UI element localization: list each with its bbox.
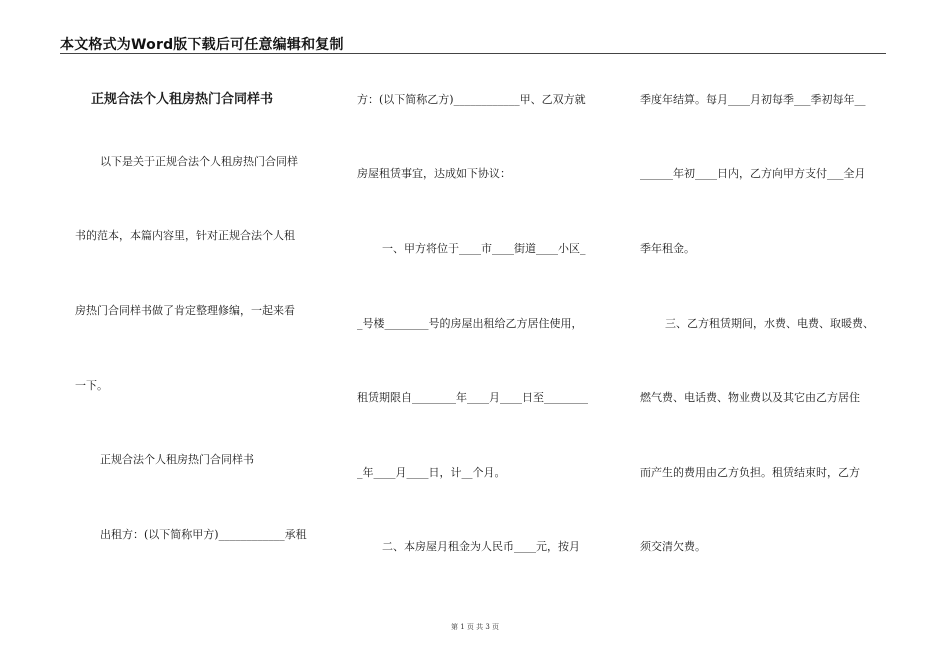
text-column-3 [640, 0, 890, 672]
body-text-line: ______年初____日内，乙方向甲方支付___全月 [640, 167, 866, 180]
body-text-line: 书的范本，本篇内容里，针对正规合法个人租 [75, 229, 295, 242]
body-text-line: _年____月____日，计__个月。 [357, 466, 506, 479]
body-text-line: 房热门合同样书做了肯定整理修编，一起来看 [75, 304, 295, 317]
document-header-banner: 本文格式为Word版下载后可任意编辑和复制 [60, 37, 344, 53]
body-text-line: 季度年结算。每月____月初每季___季初每年__ [640, 93, 866, 106]
body-text-line: 正规合法个人租房热门合同样书 [100, 453, 254, 466]
body-text-line: 燃气费、电话费、物业费以及其它由乙方居住 [640, 391, 860, 404]
body-text-line: 方：(以下简称乙方)____________甲、乙双方就 [357, 93, 586, 106]
document-title: 正规合法个人租房热门合同样书 [91, 92, 274, 107]
body-text-line: 一下。 [75, 379, 108, 392]
text-column-1 [75, 0, 325, 672]
body-text-line: 以下是关于正规合法个人租房热门合同样 [100, 155, 298, 168]
body-text-line: 房屋租赁事宜，达成如下协议： [357, 167, 511, 180]
body-text-line: 而产生的费用由乙方负担。租赁结束时，乙方 [640, 466, 860, 479]
text-column-2 [357, 0, 607, 672]
body-text-line: _号楼________号的房屋出租给乙方居住使用， [357, 317, 583, 330]
body-text-line: 租赁期限自________年____月____日至________ [357, 391, 588, 404]
body-text-line: 一、甲方将位于____市____街道____小区_ [382, 242, 586, 255]
page-number-footer: 第 1 页 共 3 页 [450, 623, 500, 631]
body-text-line: 季年租金。 [640, 242, 695, 255]
body-text-line: 须交清欠费。 [640, 540, 706, 553]
body-text-line: 出租方：(以下简称甲方)____________承租 [100, 528, 307, 541]
body-text-line: 三、乙方租赁期间，水费、电费、取暖费、 [665, 317, 874, 330]
body-text-line: 二、本房屋月租金为人民币____元，按月 [382, 540, 580, 553]
